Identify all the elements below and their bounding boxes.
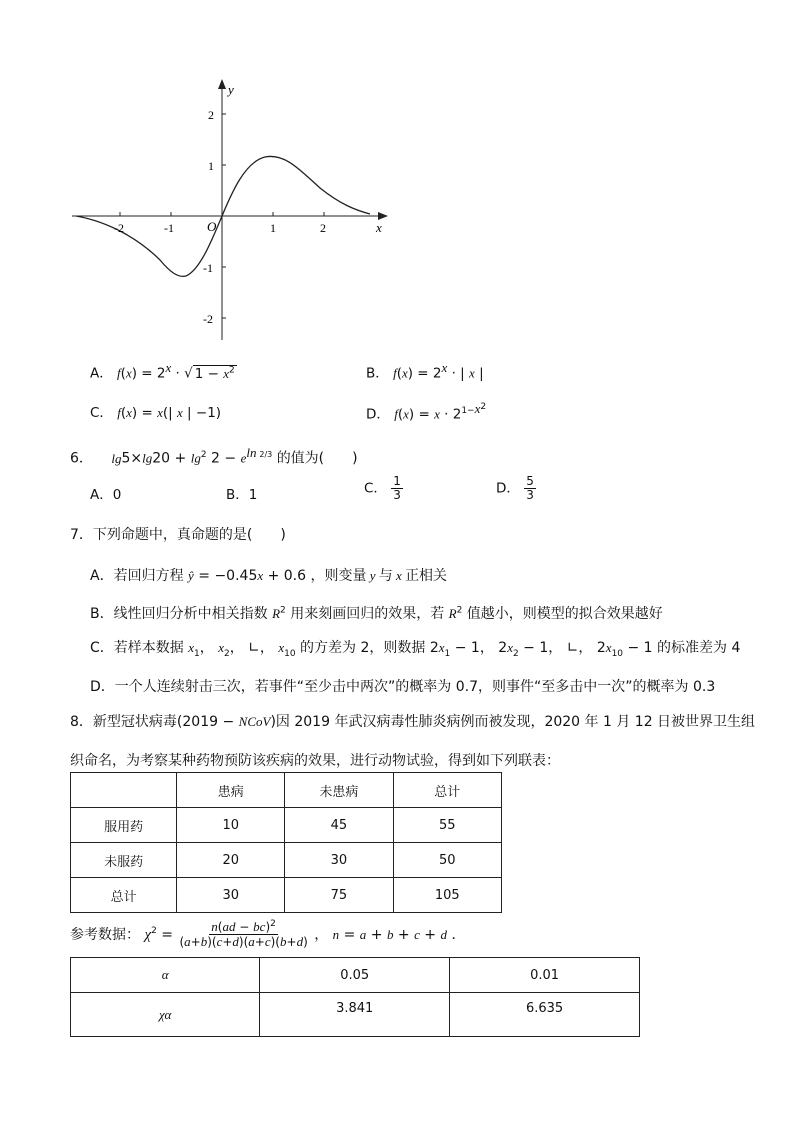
y-tick-label: -2 bbox=[203, 312, 213, 326]
x-tick-label: 1 bbox=[270, 221, 276, 235]
table-cell: 未服药 bbox=[71, 843, 177, 878]
table-cell: χα bbox=[71, 993, 260, 1037]
q6-option-a: A．0 bbox=[90, 487, 122, 503]
q7-option-a: A．若回归方程 ŷ = −0.45x + 0.6 ，则变量 y 与 x 正相关 bbox=[90, 568, 448, 584]
q8-stem-line1: 8．新型冠状病毒(2019 − NCoV)因 2019 年武汉病毒性肺炎病例而被发现，2020 年 1 月 12 日被世界卫生组 bbox=[70, 714, 756, 730]
q6-stem: 6． $\lg 5\times\lg 20 + \lg^2 2 - e^{ln 2/3}$ 的值为( ) bbox=[70, 445, 358, 467]
table-row bbox=[71, 843, 502, 878]
q8-stem-line2: 织命名，为考察某种药物预防该疾病的效果，进行动物试验，得到如下列联表： bbox=[70, 753, 560, 769]
q6-option-d: D． $\frac{5}{3}$ bbox=[496, 474, 534, 503]
table-row bbox=[71, 958, 640, 993]
table-row bbox=[71, 993, 640, 1037]
q6-option-c: C． $\frac{1}{3}$ bbox=[364, 474, 401, 503]
table-cell: 3.841 bbox=[260, 993, 450, 1037]
q5-option-d: D． $f(x) = x \cdot 2^{1-x^2}$ bbox=[366, 401, 487, 423]
reference-formula: 参考数据： $\chi^2$ = $\frac{n(ad - bc)^2}{(a+b)(c+d)(a+c)(b+d)}$ ， n = a + b + c + d ． bbox=[70, 919, 466, 950]
y-axis-arrow bbox=[218, 79, 226, 89]
q7-option-d: D．一个人连续射击三次，若事件“至少击中两次”的概率为 0.7，则事件“至多击中一次”的概率为 0.3 bbox=[90, 679, 716, 695]
x-tick-label: -2 bbox=[114, 221, 124, 235]
table-cell: 未患病 bbox=[285, 773, 393, 808]
table-cell: 患病 bbox=[177, 773, 285, 808]
q5-option-b: B． $f(x) = 2^x$ · | x | bbox=[366, 360, 484, 382]
critical-value-table bbox=[70, 957, 640, 1037]
table-cell: α bbox=[71, 958, 260, 993]
table-cell: 总计 bbox=[393, 773, 501, 808]
x-tick-label: -1 bbox=[164, 221, 174, 235]
table-cell: 总计 bbox=[71, 878, 177, 913]
function-graph bbox=[60, 75, 400, 350]
table-row bbox=[71, 878, 502, 913]
table-cell: 10 bbox=[177, 808, 285, 843]
table-cell: 30 bbox=[177, 878, 285, 913]
y-tick-label: 2 bbox=[208, 108, 214, 122]
table-cell: 50 bbox=[393, 843, 501, 878]
x-tick-label: 2 bbox=[320, 221, 326, 235]
q6-option-b: B．1 bbox=[226, 487, 258, 503]
table-cell bbox=[71, 773, 177, 808]
origin-label: O bbox=[207, 219, 217, 234]
y-axis-label: y bbox=[228, 82, 234, 97]
table-cell: 6.635 bbox=[450, 993, 640, 1037]
contingency-table bbox=[70, 772, 502, 913]
x-axis-label: x bbox=[376, 220, 382, 235]
q7-stem: 7．下列命题中，真命题的是( ) bbox=[70, 527, 286, 543]
table-cell: 0.05 bbox=[260, 958, 450, 993]
x-axis-arrow bbox=[378, 212, 388, 220]
table-cell: 45 bbox=[285, 808, 393, 843]
table-cell: 0.01 bbox=[450, 958, 640, 993]
table-cell: 105 bbox=[393, 878, 501, 913]
y-tick-label: -1 bbox=[203, 261, 213, 275]
q7-option-b: B．线性回归分析中相关指数 $R^2$ 用来刻画回归的效果，若 $R^2$ 值越小，则模型的拟合效果越好 bbox=[90, 605, 663, 622]
y-tick-label: 1 bbox=[208, 159, 214, 173]
table-header-row bbox=[71, 773, 502, 808]
q5-option-a: A． $f(x) = 2^x$ · √ $1 - x^2$ bbox=[90, 360, 235, 382]
table-cell: 30 bbox=[285, 843, 393, 878]
q7-option-c: C．若样本数据 $x_1$， $x_2$， ∟， $x_{10}$ 的方差为 2，则数据 $2x_1 - 1$， $2x_2 - 1$， ∟， $2x_{10} - 1$ 的标准差为 4 bbox=[90, 640, 741, 659]
table-cell: 55 bbox=[393, 808, 501, 843]
table-cell: 服用药 bbox=[71, 808, 177, 843]
table-row bbox=[71, 808, 502, 843]
table-cell: 20 bbox=[177, 843, 285, 878]
table-cell: 75 bbox=[285, 878, 393, 913]
q5-option-c: C． f(x) = x(| x | −1) bbox=[90, 405, 222, 421]
